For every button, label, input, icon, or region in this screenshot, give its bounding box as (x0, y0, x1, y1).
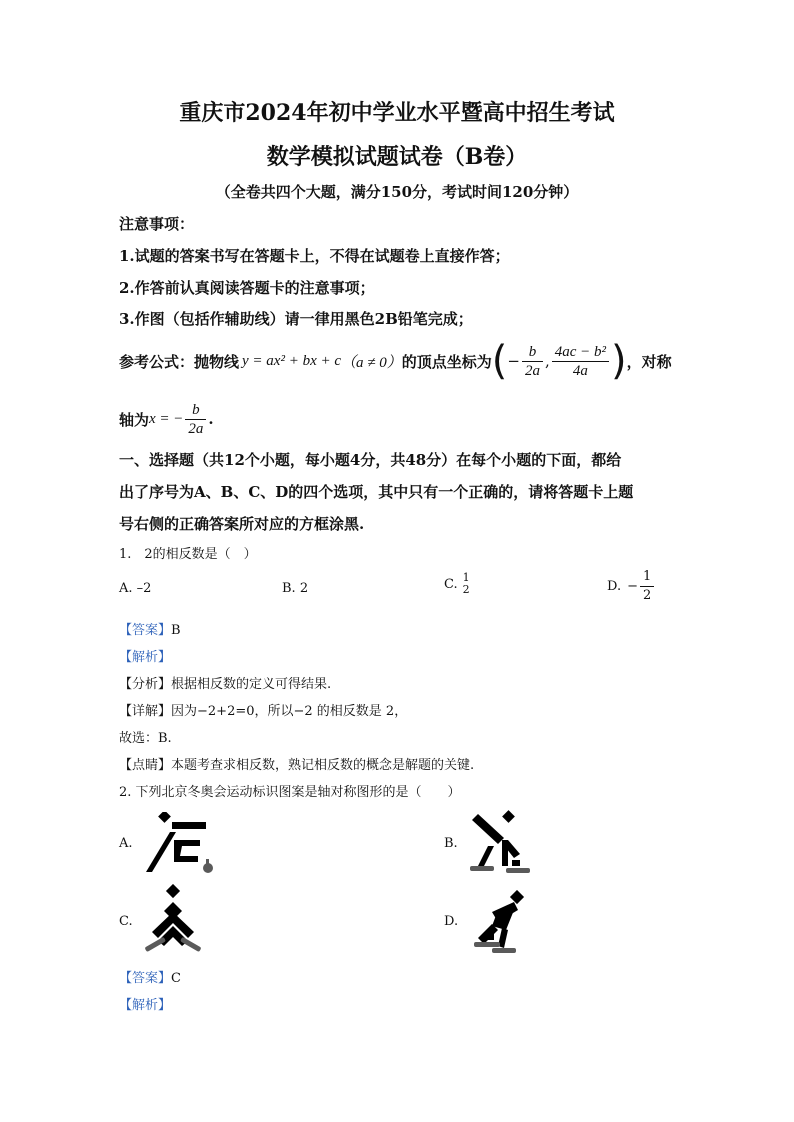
note-item: 1.试题的答案书写在答题卡上，不得在试题卷上直接作答； (119, 247, 510, 265)
formula-mid: 的顶点坐标为 (401, 352, 492, 371)
q1-option-d: D. − $\frac{1}{2}$ (607, 568, 656, 605)
q2-option-d: D. (444, 914, 459, 929)
exam-title: 重庆市2024年初中学业水平暨高中招生考试 (179, 100, 615, 126)
q1-fenxi: 【分析】根据相反数的定义可得结果. (119, 677, 332, 692)
note-item: 2.作答前认真阅读答题卡的注意事项； (119, 279, 375, 297)
vertex-x-fraction: $\frac{b}{2a}$ (522, 343, 543, 380)
q1-comment: 【点睛】本题考查求相反数，熟记相反数的概念是解题的关键. (119, 758, 475, 773)
axis-equation: x = − (149, 410, 184, 427)
q1-option-b: B. 2 (282, 581, 309, 596)
q1-answer: 【答案】B (119, 623, 181, 638)
q2-option-c: C. (119, 914, 133, 929)
q2-option-a: A. (119, 836, 133, 851)
exam-subtitle: 数学模拟试题试卷（B卷） (266, 144, 528, 170)
speed-skating-pictogram-icon (466, 810, 536, 874)
vertex-y-fraction: $\frac{\text{4ac − b²}}{4a}$ (552, 343, 609, 380)
q1-conclusion: 故选：B. (119, 731, 172, 746)
section-heading: 一、选择题（共12个小题，每小题4分，共48分）在每个小题的下面，都给 (119, 451, 622, 469)
q2-answer: 【答案】C (119, 971, 181, 986)
question-2-stem: 2. 下列北京冬奥会运动标识图案是轴对称图形的是（ ） (119, 785, 461, 800)
axis-formula: 轴为 x = − $\frac{b}{2a}$ . (119, 401, 214, 437)
q1-analysis-tag: 【解析】 (119, 650, 172, 665)
parabola-condition: （a ≠ 0） (341, 354, 402, 371)
section-text: 号右侧的正确答案所对应的方框涂黑. (119, 515, 365, 533)
section-text: 出了序号为A、B、C、D的四个选项，其中只有一个正确的，请将答题卡上题 (119, 483, 634, 501)
q2-option-b: B. (444, 836, 458, 851)
notes-heading: 注意事项： (119, 215, 195, 233)
axis-fraction: $\frac{b}{2a}$ (185, 401, 206, 438)
note-item: 3.作图（包括作辅助线）请一律用黑色2B铅笔完成； (119, 310, 473, 328)
q1-option-a: A. –2 (119, 581, 152, 596)
q1-detail: 【详解】因为−2+2=0，所以−2 的相反数是 2， (119, 704, 408, 719)
formula-suffix: ，对称 (626, 352, 672, 371)
reference-formula: 参考公式：抛物线 y = ax² + bx + c （a ≠ 0） 的顶点坐标为 ( − $\frac{b}{2a}$ , $\frac{\text{4ac − b²}}{4a}$ ) ，对称 (119, 338, 672, 384)
q1-option-c: C. 1 2 (444, 571, 470, 596)
exam-info: （全卷共四个大题，满分150分，考试时间120分钟） (215, 183, 579, 201)
curling-pictogram-icon (140, 812, 220, 874)
axis-prefix: 轴为 (119, 410, 150, 429)
formula-prefix: 参考公式：抛物线 (119, 352, 240, 371)
parabola-equation: y = ax² + bx + c (242, 352, 342, 369)
short-track-pictogram-icon (470, 890, 532, 956)
q2-analysis-tag: 【解析】 (119, 998, 172, 1013)
figure-skating-pictogram-icon (142, 884, 204, 954)
question-1-stem: 1. 2的相反数是（ ） (119, 547, 257, 562)
